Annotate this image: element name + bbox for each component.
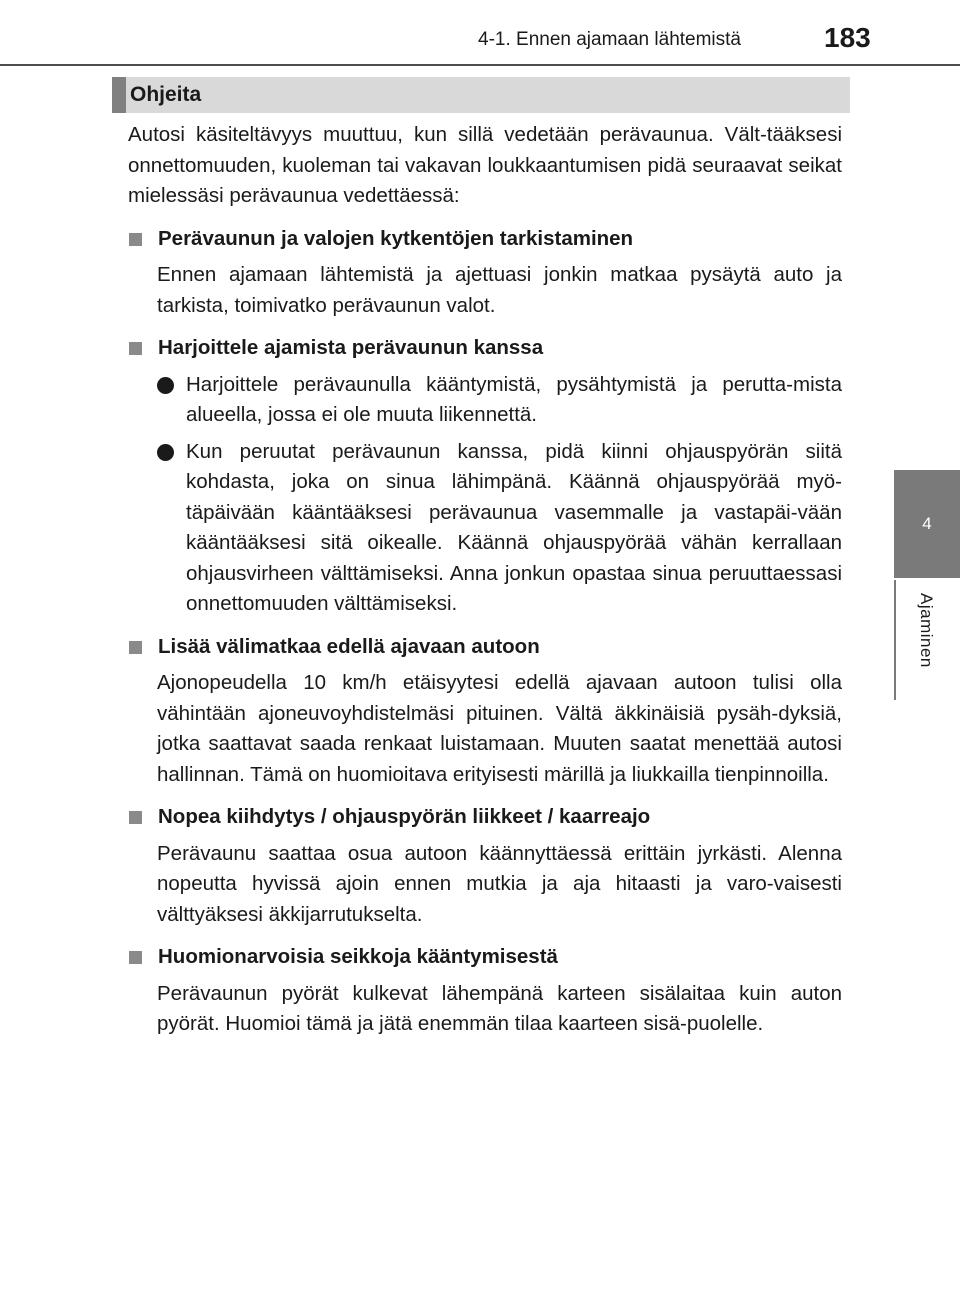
section-heading-text: Huomionarvoisia seikkoja kääntymisestä bbox=[158, 945, 558, 968]
list-item bbox=[157, 437, 842, 620]
round-bullet-icon bbox=[157, 444, 174, 461]
section-heading-text: Perävaunun ja valojen kytkentöjen tarkistaminen bbox=[158, 226, 634, 250]
practice-bullet-list bbox=[128, 370, 842, 620]
list-item-text: Kun peruutat perävaunun kanssa, pidä kiinni ohjauspyörän siitä kohdasta, joka on sinua lähimpänä. Käännä ohjauspyörää myö-täpäivään kääntääksesi perävaunua vasemmalle ja vastapäi-vään kääntääksesi sitä oikealle. Käännä ohjauspyörää vähän kerrallaan ohjausvirheen välttämiseksi. Anna jonkun opastaa sinua peruuttaessasi onnettomuuden välttämiseksi. bbox=[186, 439, 842, 615]
section-body: Ennen ajamaan lähtemistä ja ajettuasi jonkin matkaa pysäytä auto ja tarkista, toimivatko perävaunun valot. bbox=[157, 263, 842, 317]
section-heading-turning bbox=[128, 942, 842, 973]
square-bullet-icon bbox=[129, 951, 142, 964]
square-bullet-icon bbox=[129, 811, 142, 824]
section-heading-text: Harjoittele ajamista perävaunun kanssa bbox=[158, 336, 544, 359]
page-number: 183 bbox=[824, 22, 871, 53]
note-intro: Autosi käsiteltävyys muuttuu, kun sillä vedetään perävaunua. Vält-tääksesi onnettomuuden, kuoleman tai vakavan loukkaantumisen pidä seuraavat seikat mielessäsi perävaunua vedettäessä: bbox=[128, 123, 842, 207]
section-heading-check-connections bbox=[128, 224, 842, 255]
section-body: Perävaunun pyörät kulkevat lähempänä karteen sisälaitaa kuin auton pyörät. Huomioi tämä ja jätä enemmän tilaa kaarteen sisä-puolelle. bbox=[157, 981, 842, 1035]
list-item-text: Harjoittele perävaunulla kääntymistä, pysähtymistä ja perutta-mista alueella, jossa ei ole muuta liikennettä. bbox=[186, 372, 842, 426]
section-heading-text: Lisää välimatkaa edellä ajavaan autoon bbox=[158, 634, 540, 658]
chapter-number: 4 bbox=[922, 514, 932, 533]
section-heading-acceleration bbox=[128, 802, 842, 833]
chapter-rule bbox=[894, 580, 896, 700]
square-bullet-icon bbox=[129, 641, 142, 654]
round-bullet-icon bbox=[157, 377, 174, 394]
square-bullet-icon bbox=[129, 342, 142, 355]
section-heading-distance bbox=[128, 632, 842, 663]
header-rule bbox=[0, 64, 960, 66]
section-heading-practice bbox=[128, 333, 842, 364]
square-bullet-icon bbox=[129, 233, 142, 246]
chapter-tab bbox=[894, 470, 960, 578]
running-header-section: 4-1. Ennen ajamaan lähtemistä bbox=[478, 29, 741, 50]
section-body: Perävaunu saattaa osua autoon käännyttäessä erittäin jyrkästi. Alenna nopeutta hyvissä ajoin ennen mutkia ja aja hitaasti ja varo-vaisesti välttyäksesi äkkijarrutukselta. bbox=[157, 841, 842, 926]
chapter-label: Ajaminen bbox=[917, 592, 936, 668]
section-heading-text: Nopea kiihdytys / ohjauspyörän liikkeet / kaarreajo bbox=[158, 805, 651, 828]
section-body: Ajonopeudella 10 km/h etäisyytesi edellä ajavaan autoon tulisi olla vähintään ajoneuvoyhdistelmäsi pituinen. Vältä äkkinäisiä pysäh-dyksiä, jotka saattavat saada renkaat luistamaan. Muuten saatat menettää autosi hallinnan. Tämä on huomioitava erityisesti märillä ja liukkailla tienpinnoilla. bbox=[157, 671, 842, 786]
note-title-bar bbox=[112, 77, 850, 113]
note-content bbox=[128, 120, 842, 1052]
list-item bbox=[157, 370, 842, 431]
note-title: Ohjeita bbox=[130, 83, 202, 106]
